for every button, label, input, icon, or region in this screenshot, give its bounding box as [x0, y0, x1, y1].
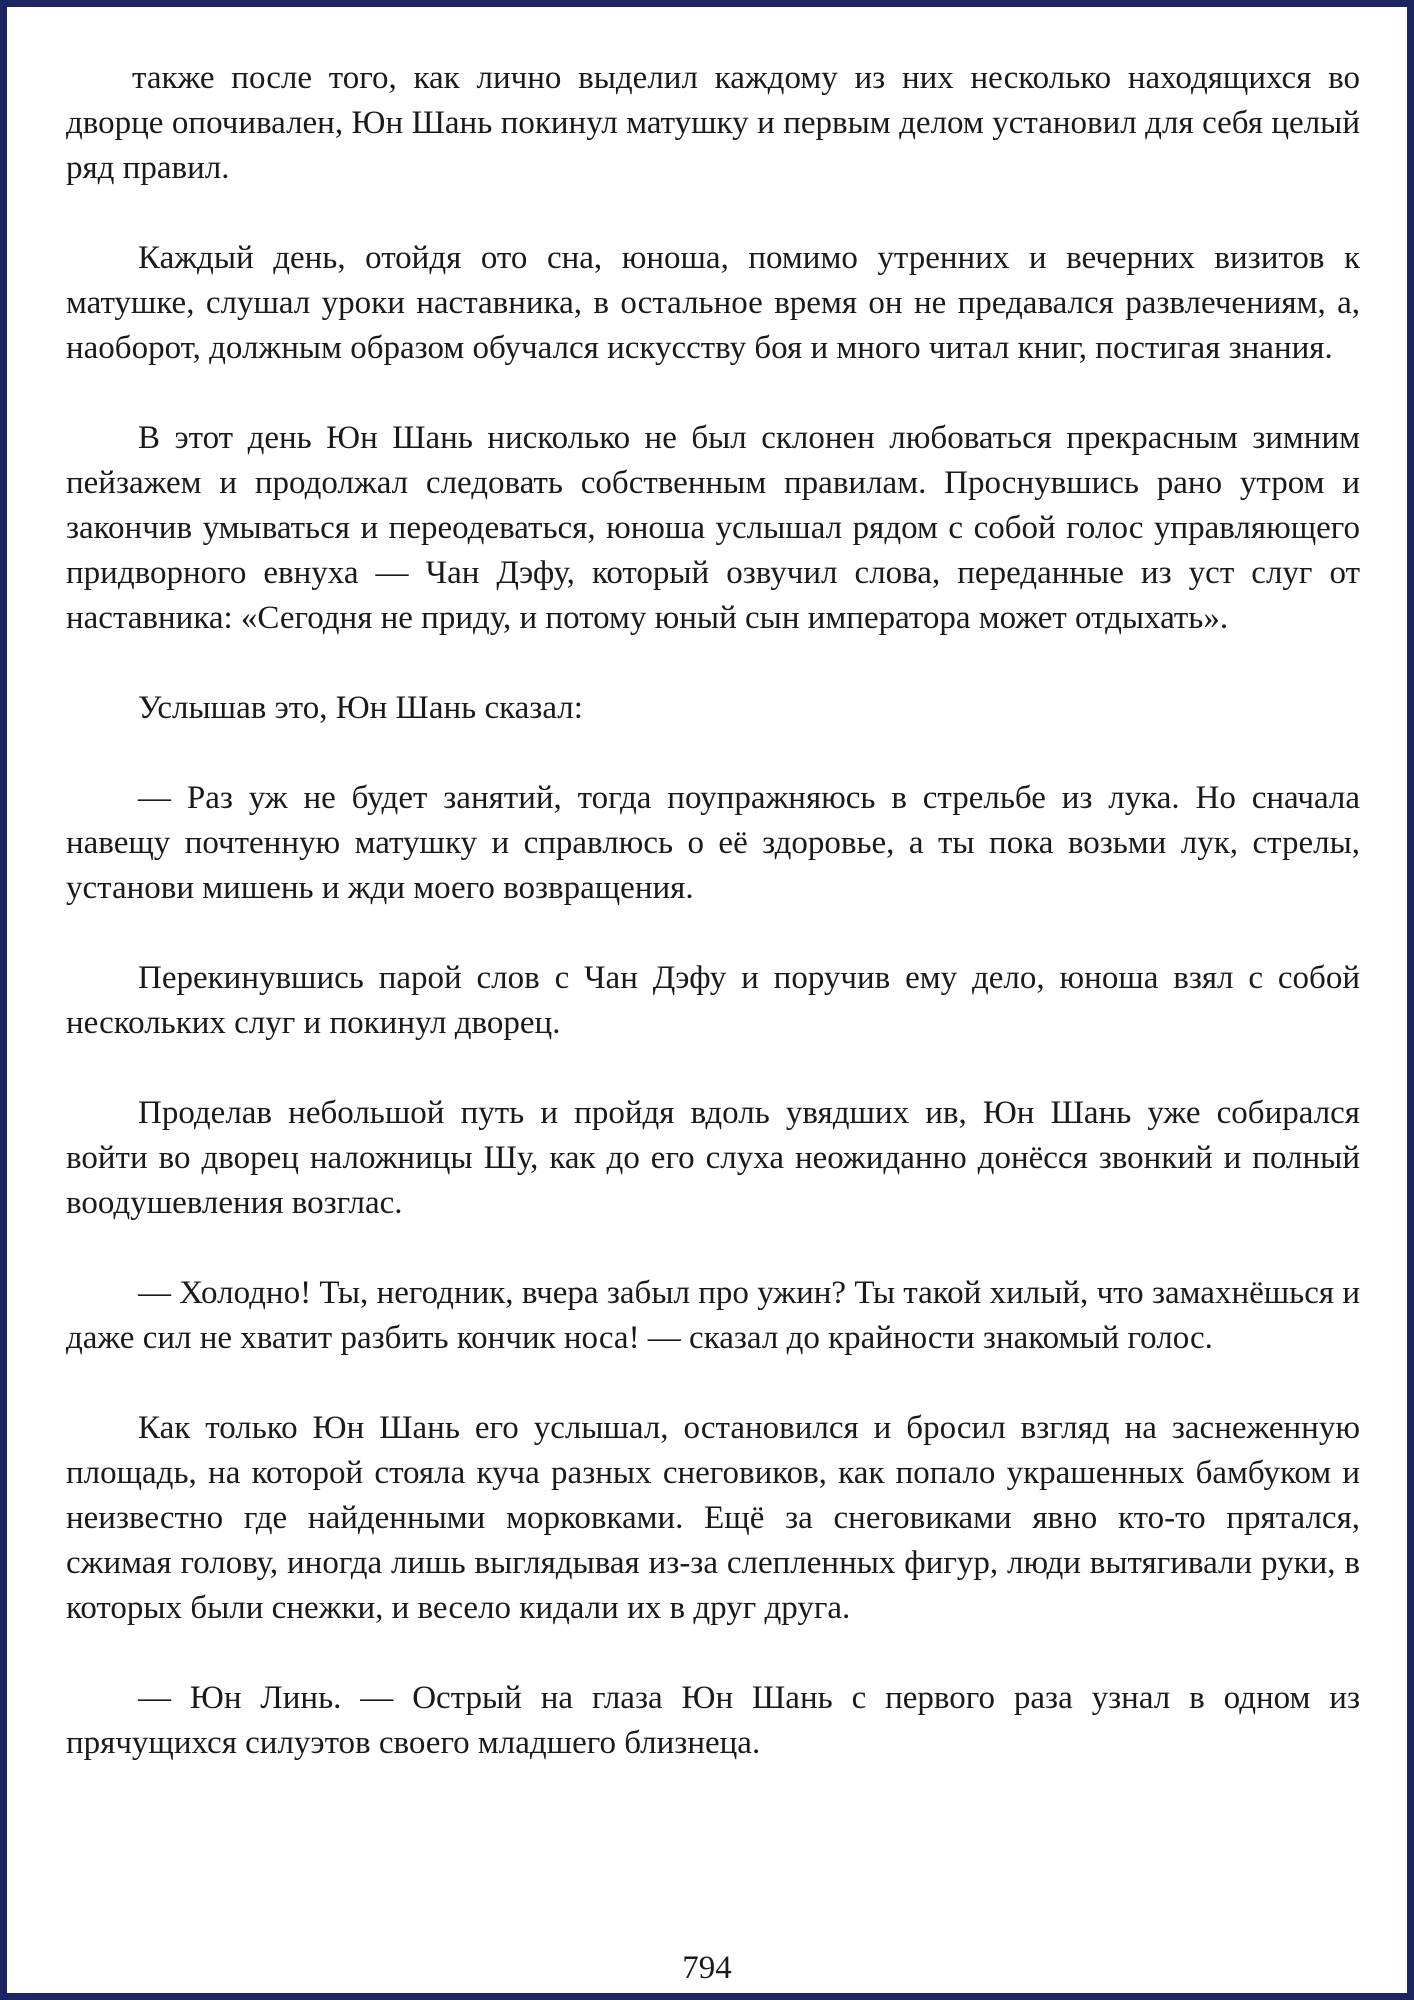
- paragraph-10: — Юн Линь. — Острый на глаза Юн Шань с первого раза узнал в одном из прячущихся силуэтов своего младшего близнеца.: [66, 1680, 1360, 1761]
- document-page: [66, 56, 1360, 1766]
- paragraph-4: Услышав это, Юн Шань сказал:: [138, 690, 583, 726]
- page-number: 794: [682, 1950, 732, 1986]
- paragraph-9: Как только Юн Шань его услышал, остановился и бросил взгляд на заснеженную площадь, на которой стояла куча разных снеговиков, как попало украшенных бамбуком и неизвестно где найденными морковками. Ещё за снеговиками явно кто-то прятался, сжимая голову, иногда лишь выглядывая из-за слепленных фигур, люди вытягивали руки, в которых были снежки, и весело кидали их в друг друга.: [66, 1410, 1360, 1626]
- paragraph-5: — Раз уж не будет занятий, тогда поупражняюсь в стрельбе из лука. Но сначала навещу почтенную матушку и справлюсь о её здоровье, а ты пока возьми лук, стрелы, установи мишень и жди моего возвращения.: [66, 780, 1360, 906]
- paragraph-2: Каждый день, отойдя ото сна, юноша, помимо утренних и вечерних визитов к матушке, слушал уроки наставника, в остальное время он не предавался развлечениям, а, наоборот, должным образом обучался искусству боя и много читал книг, постигая знания.: [66, 240, 1360, 366]
- paragraph-6: Перекинувшись парой слов с Чан Дэфу и поручив ему дело, юноша взял с собой нескольких слуг и покинул дворец.: [66, 960, 1360, 1041]
- paragraph-8: — Холодно! Ты, негодник, вчера забыл про ужин? Ты такой хилый, что замахнёшься и даже сил не хватит разбить кончик носа! — сказал до крайности знакомый голос.: [66, 1275, 1360, 1356]
- paragraph-1: также после того, как лично выделил каждому из них несколько находящихся во дворце опочивален, Юн Шань покинул матушку и первым делом установил для себя целый ряд правил.: [66, 60, 1360, 186]
- paragraph-7: Проделав небольшой путь и пройдя вдоль увядших ив, Юн Шань уже собирался войти во дворец наложницы Шу, как до его слуха неожиданно донёсся звонкий и полный воодушевления возглас.: [66, 1095, 1360, 1221]
- paragraph-3: В этот день Юн Шань нисколько не был склонен любоваться прекрасным зимним пейзажем и продолжал следовать собственным правилам. Проснувшись рано утром и закончив умываться и переодеваться, юноша услышал рядом с собой голос управляющего придворного евнуха — Чан Дэфу, который озвучил слова, переданные из уст слуг от наставника: «Сегодня не приду, и потому юный сын императора может отдыхать».: [66, 420, 1360, 636]
